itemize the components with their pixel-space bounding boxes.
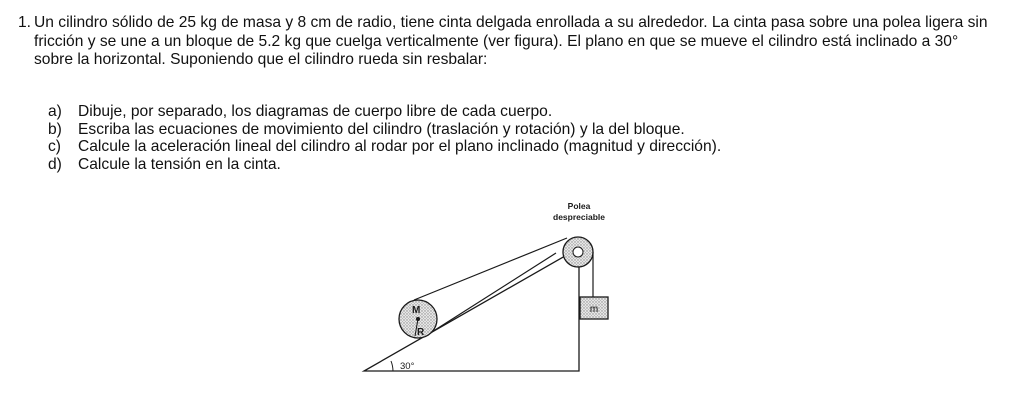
pulley-label-line1: Polea bbox=[567, 201, 591, 211]
part-c bbox=[48, 138, 721, 156]
angle-label: 30° bbox=[400, 361, 415, 372]
part-d bbox=[48, 156, 721, 174]
part-c-letter: c) bbox=[48, 138, 61, 155]
inclined-plane bbox=[364, 248, 579, 371]
part-d-text: Calcule la tensión en la cinta. bbox=[78, 155, 281, 173]
problem-number: 1. bbox=[18, 14, 32, 31]
pulley-axle bbox=[573, 247, 583, 257]
incline-pulley-diagram bbox=[358, 196, 620, 380]
physics-figure bbox=[358, 196, 620, 380]
part-b bbox=[48, 121, 721, 139]
part-b-text: Escriba las ecuaciones de movimiento del cilindro (traslación y rotación) y la del bloque. bbox=[78, 120, 685, 138]
pulley-label-line2: despreciable bbox=[553, 212, 605, 222]
part-a bbox=[48, 103, 721, 121]
part-a-letter: a) bbox=[48, 103, 62, 120]
problem-statement bbox=[18, 14, 993, 70]
part-c-text: Calcule la aceleración lineal del cilindro al rodar por el plano inclinado (magnitud y dirección). bbox=[78, 138, 722, 155]
part-b-letter: b) bbox=[48, 120, 62, 138]
problem-text: Un cilindro sólido de 25 kg de masa y 8 cm de radio, tiene cinta delgada enrollada a su alrededor. La cinta pasa sobre una polea ligera sin fricción y se une a un bloque de 5.2 kg que cuelga verticalmente (ver figura). El plano en que se mueve el cilindro está inclinado a 30° sobre la horizontal. Suponiendo que el cilindro rueda sin resbalar: bbox=[34, 14, 988, 68]
cylinder-radius-label: R bbox=[417, 327, 425, 338]
block-label: m bbox=[589, 304, 599, 315]
part-a-text: Dibuje, por separado, los diagramas de cuerpo libre de cada cuerpo. bbox=[78, 103, 553, 120]
cylinder-mass-label: M bbox=[412, 305, 421, 316]
part-d-letter: d) bbox=[48, 155, 62, 173]
problem-parts-list bbox=[48, 103, 721, 173]
